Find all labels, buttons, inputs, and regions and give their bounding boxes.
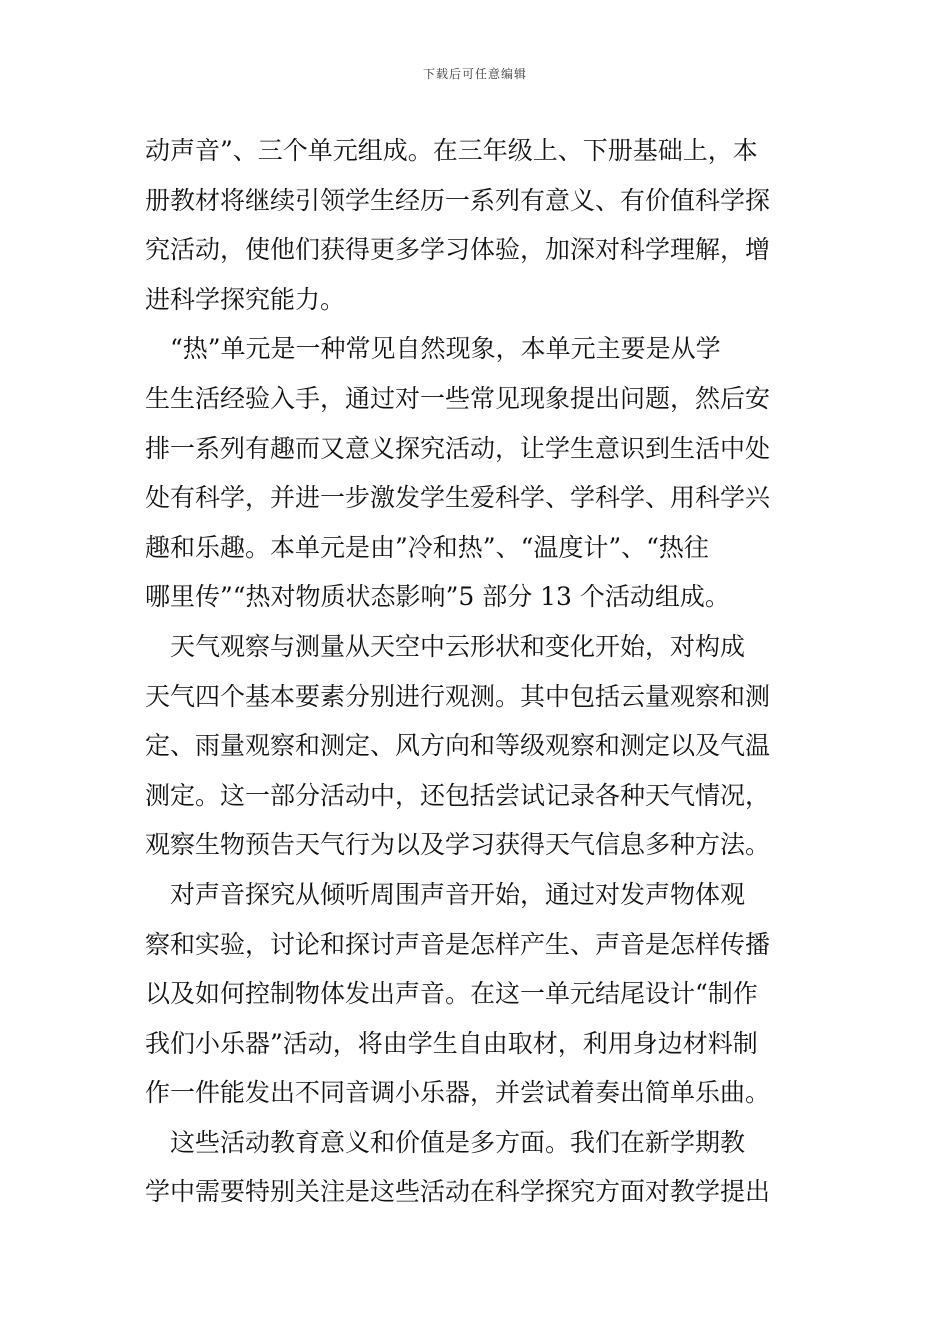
document-body <box>145 126 807 1217</box>
text-line: 处有科学，并进一步激发学生爱科学、学科学、用科学兴 <box>145 483 771 513</box>
text-line: 动声音”、三个单元组成。在三年级上、下册基础上，本 <box>145 136 758 165</box>
text-line: 天气观察与测量从天空中云形状和变化开始，对构成 <box>145 631 746 661</box>
text-line: 对声音探究从倾听周围声音开始，通过对发声物体观 <box>145 879 746 909</box>
text-line: “热”单元是一种常见自然现象，本单元主要是从学 <box>145 334 721 364</box>
text-line: 我们小乐器”活动，将由学生自由取材，利用身边材料制 <box>145 1028 758 1058</box>
text-line: 天气四个基本要素分别进行观测。其中包括云量观察和测 <box>145 681 771 711</box>
text-line: 排一系列有趣而又意义探究活动，让学生意识到生活中处 <box>145 433 771 463</box>
text-line: 测定。这一部分活动中，还包括尝试记录各种天气情况， <box>145 780 771 810</box>
page-header: 下载后可任意编辑 <box>422 67 527 81</box>
text-line: 进科学探究能力。 <box>145 284 346 314</box>
text-line: 生生活经验入手，通过对一些常见现象提出问题，然后安 <box>145 383 771 413</box>
text-line: 趣和乐趣。本单元是由”冷和热”、“温度计”、“热往 <box>145 532 709 562</box>
text-line: 观察生物预告天气行为以及学习获得天气信息多种方法。 <box>145 830 771 860</box>
text-line: 作一件能发出不同音调小乐器，并尝试着奏出简单乐曲。 <box>145 1078 771 1108</box>
text-line: 这些活动教育意义和价值是多方面。我们在新学期教 <box>145 1127 746 1157</box>
text-line: 究活动，使他们获得更多学习体验，加深对科学理解，增 <box>145 235 771 265</box>
text-line: 以及如何控制物体发出声音。在这一单元结尾设计“制作 <box>145 979 758 1009</box>
text-line: 学中需要特别关注是这些活动在科学探究方面对教学提出 <box>145 1177 771 1207</box>
text-line: 哪里传”“热对物质状态影响”5 部分 13 个活动组成。 <box>145 582 730 612</box>
text-line: 定、雨量观察和测定、风方向和等级观察和测定以及气温 <box>145 731 771 761</box>
text-line: 册教材将继续引领学生经历一系列有意义、有价值科学探 <box>145 185 771 215</box>
text-line: 察和实验，讨论和探讨声音是怎样产生、声音是怎样传播 <box>145 929 771 959</box>
